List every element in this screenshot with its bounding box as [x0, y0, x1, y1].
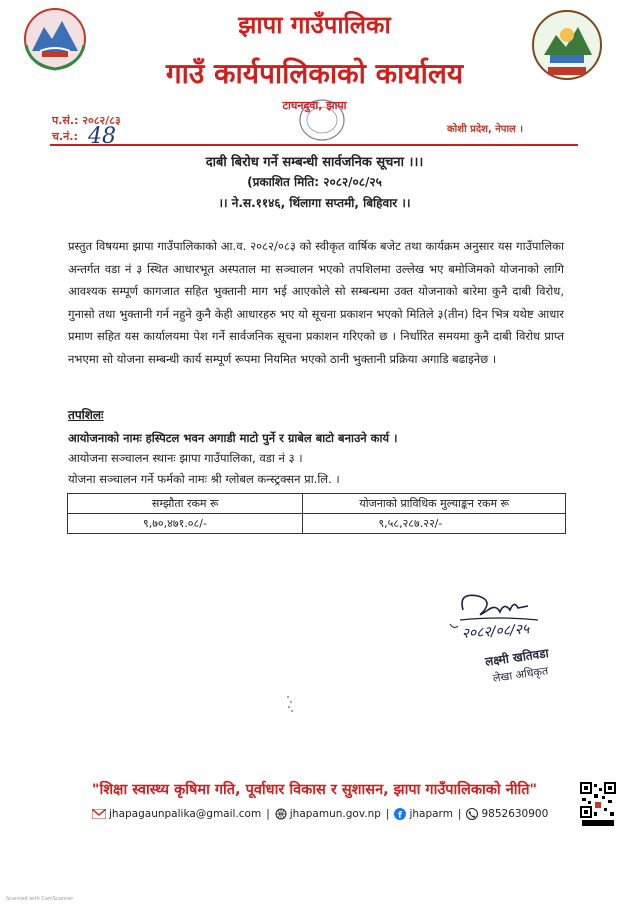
table-header-row — [68, 494, 566, 514]
website-link[interactable]: jhapamun.gov.np — [289, 808, 381, 820]
email-link[interactable]: jhapagaunpalika@gmail.com — [109, 808, 262, 820]
facebook-icon — [394, 808, 406, 820]
dispatch-number-label: च.नं.: — [52, 130, 78, 143]
published-date: (प्रकाशित मिति: २०८२/०८/२५ — [247, 175, 382, 189]
evaluation-amount: ९,५८,२८७.२२/- — [303, 514, 566, 534]
reference-number: प.सं.: २०८२/८३ — [52, 114, 121, 127]
dispatch-number: 48 — [88, 124, 116, 149]
municipality-slogan: "शिक्षा स्वास्थ्य कृषिमा गति, पूर्वाधार विकास र सुशासन, झापा गाउँपालिकाको नीति" — [91, 782, 538, 798]
separator: | — [457, 808, 462, 820]
gmail-icon — [92, 809, 106, 819]
office-name: झापा गाउँपालिका — [238, 11, 391, 39]
official-stamp — [282, 98, 362, 142]
separator: | — [266, 808, 270, 820]
notice-date-line: ।। ने.स.११४६, थिंलागा सप्तमी, बिहिवार ।। — [218, 196, 411, 210]
agreement-amount: ९,७०,४७१.०८/- — [68, 514, 303, 534]
svg-text:२०८२/०८/२५: २०८२/०८/२५ — [461, 621, 530, 642]
header-divider — [50, 144, 578, 146]
svg-text:f: f — [398, 811, 403, 820]
globe-icon — [275, 808, 287, 820]
project-location: आयोजना सञ्चालन स्थानः झापा गाउँपालिका, वडा नं ३ । — [68, 451, 303, 465]
details-heading: तपशिलः — [68, 408, 104, 422]
evaluation-amount-header: योजनाको प्राविधिक मुल्याङ्कन रकम रू — [303, 494, 566, 514]
contact-line — [92, 808, 548, 820]
agreement-amount-header: सम्झौता रकम रू — [68, 494, 303, 514]
scanner-watermark: Scanned with CamScanner — [6, 896, 74, 902]
signer-name: लक्ष्मी खतिवडा — [484, 646, 550, 669]
project-name: आयोजनाको नामः हस्पिटल भवन अगाडी माटो पुर्ने र ग्राबेल बाटो बनाउने कार्य । — [68, 431, 398, 445]
contractor-firm: योजना सञ्चालन गर्ने फर्मको नामः श्री ग्लोबल कन्स्ट्रक्सन प्रा.लि. । — [68, 472, 340, 486]
ink-marks — [285, 693, 297, 715]
province-label: कोशी प्रदेश, नेपाल । — [447, 124, 524, 135]
signer-title: लेखा अधिकृत — [492, 664, 549, 685]
facebook-link[interactable]: jhaparm — [409, 808, 453, 820]
table-row — [68, 514, 566, 534]
office-address: टाघनदुवा, झापा — [282, 99, 347, 112]
separator: | — [385, 808, 390, 820]
phone-number[interactable]: 9852630900 — [481, 808, 549, 820]
notice-title: दाबी बिरोध गर्ने सम्बन्धी सार्वजनिक सूचना ।।। — [205, 155, 424, 170]
office-subtitle: गाउँ कार्यपालिकाको कार्यालय — [165, 57, 464, 90]
amount-table — [67, 493, 566, 534]
qr-code[interactable] — [580, 782, 616, 828]
phone-icon — [466, 808, 478, 820]
notice-body: प्रस्तुत विषयमा झापा गाउँपालिकाको आ.व. २०८२/०८३ को स्वीकृत वार्षिक बजेट तथा कार्यक्रम अनुसार यस गाउँपालिका अन्तर्गत वडा नं ३ स्थित आधारभूत अस्पताल मा सञ्चालन भएको तपशिलमा उल्लेख भए बमोजिमको योजनाको लागि आवश्यक सम्पूर्ण कागजात सहित भुक्तानी माग भई आएकोले सो सम्बन्धमा उक्त योजनाको बारेमा कुनै दाबी विरोध, गुनासो तथा भुक्तानी गर्न नहुने कुनै केही आधारहरु भए यो सूचना प्रकाशन भएको मितिले ३(तीन) दिन भित्र यथेष्ट आधार प्रमाण सहित यस कार्यालयमा पेश गर्ने सार्वजनिक सूचना प्रकाशन गरिएको छ । निर्धारित समयमा कुनै दाबी विरोध प्राप्त नभएमा सो योजना सम्बन्धी कार्य सम्पूर्ण रूपमा नियमित भएको ठानी भुक्तानी प्रक्रिया अगाडि बढाइनेछ । — [68, 239, 564, 366]
